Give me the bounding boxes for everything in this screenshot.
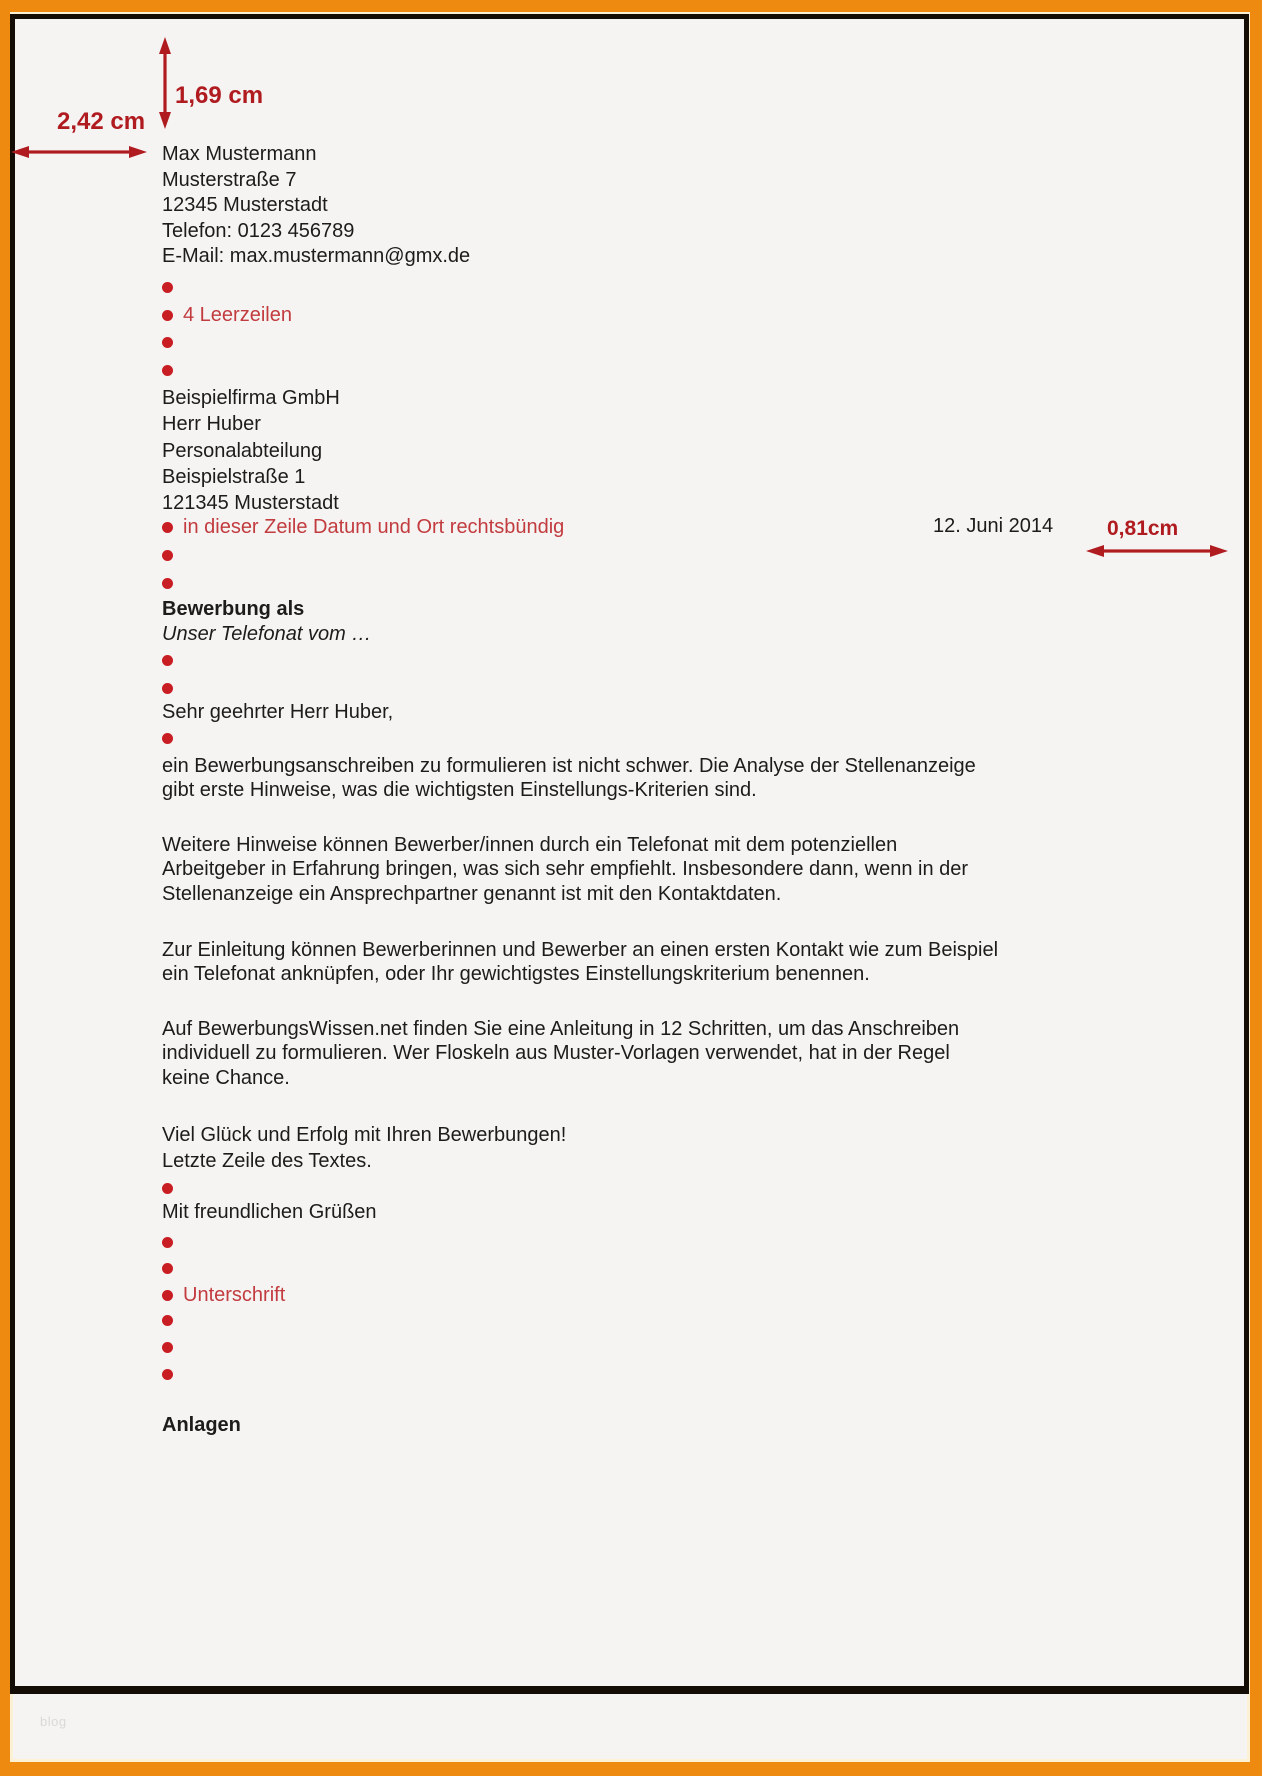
- date-margin-arrow-icon: [1086, 544, 1228, 558]
- recipient-line-city: 121345 Musterstadt: [162, 492, 339, 515]
- closing-block: [162, 1122, 566, 1174]
- blank-lines-block: [162, 1307, 173, 1388]
- blank-line-bullet: [162, 1290, 173, 1301]
- blank-line-bullet: [162, 337, 173, 348]
- sender-line-name: Max Mustermann: [162, 143, 317, 165]
- enclosures-block: [162, 1413, 241, 1437]
- closing-line: Letzte Zeile des Textes.: [162, 1150, 372, 1172]
- recipient-line-company: Beispielfirma GmbH: [162, 387, 340, 409]
- sender-line-email: E-Mail: max.mustermann@gmx.de: [162, 245, 471, 267]
- blank-line: [162, 542, 173, 570]
- blank-line: [162, 1229, 173, 1255]
- blank-line-bullet: [162, 578, 173, 589]
- body-paragraph: [162, 938, 998, 986]
- blank-line: [162, 357, 292, 385]
- date-margin-label: 0,81cm: [1107, 517, 1179, 540]
- signature-annotation: Unterschrift: [183, 1283, 286, 1306]
- sender-line-phone: Telefon: 0123 456789: [162, 219, 355, 242]
- subject-line-bold: Bewerbung als: [162, 598, 305, 620]
- recipient-line-contact: Herr Huber: [162, 413, 261, 436]
- top-margin-label: 1,69 cm: [175, 82, 264, 109]
- blank-line-bullet: [162, 550, 173, 561]
- blank-line-bullet: [162, 655, 173, 666]
- sender-line-street: Musterstraße 7: [162, 168, 297, 191]
- blank-line: [162, 274, 292, 302]
- blank-line: [162, 675, 173, 703]
- signature-row: [162, 1283, 285, 1307]
- body-paragraph-line: individuell zu formulieren. Wer Floskeln aus Muster-Vorlagen verwendet, hat in der Regel: [162, 1042, 950, 1065]
- letter-frame: [10, 14, 1249, 1694]
- blank-lines-block: [162, 725, 173, 753]
- letter-date: 12. Juni 2014: [933, 515, 1054, 537]
- top-margin-arrow-icon: [158, 37, 172, 129]
- salutation-block: [162, 700, 393, 724]
- signature-annotation-line: [162, 1283, 285, 1307]
- blank-line-bullet: [162, 1342, 173, 1353]
- sender-line-city: 12345 Musterstadt: [162, 194, 328, 216]
- blank-lines-block: [162, 274, 292, 384]
- blank-line-bullet: [162, 1263, 173, 1274]
- date-annotation-line: [162, 515, 564, 539]
- blank-line: [162, 570, 173, 598]
- regards-block: [162, 1200, 377, 1224]
- letter-body-area: [15, 19, 1244, 1686]
- body-paragraph-line: ein Telefonat anknüpfen, oder Ihr gewichtigstes Einstellungskriterium benennen.: [162, 963, 870, 985]
- blank-lines-block: [162, 647, 173, 702]
- blank-line-bullet: [162, 1369, 173, 1380]
- recipient-line-street: Beispielstraße 1: [162, 465, 306, 488]
- date-row: [162, 515, 564, 539]
- blank-line-bullet: [162, 310, 173, 321]
- sender-block: [162, 142, 470, 270]
- blank-line-bullet: [162, 1183, 173, 1194]
- footer-watermark: blog: [40, 1714, 67, 1729]
- blank-lines-annotation: 4 Leerzeilen: [183, 303, 292, 326]
- body-paragraph-line: ein Bewerbungsanschreiben zu formulieren ist nicht schwer. Die Analyse der Stellenanzeige: [162, 755, 976, 777]
- blank-line: [162, 329, 292, 357]
- blank-line: [162, 647, 173, 675]
- body-paragraph-line: keine Chance.: [162, 1066, 290, 1089]
- blank-line: [162, 1361, 173, 1388]
- blank-lines-block: [162, 1229, 173, 1281]
- blank-line: [162, 1334, 173, 1361]
- left-margin-arrow-icon: [11, 145, 147, 159]
- body-paragraph-line: Auf BewerbungsWissen.net finden Sie eine Anleitung in 12 Schritten, um das Anschreiben: [162, 1018, 960, 1040]
- salutation: Sehr geehrter Herr Huber,: [162, 701, 394, 723]
- body-paragraph-line: Weitere Hinweise können Bewerber/innen durch ein Telefonat mit dem potenziellen: [162, 834, 898, 856]
- blank-line-bullet: [162, 365, 173, 376]
- body-paragraph-line: Stellenanzeige ein Ansprechpartner genannt ist mit den Kontaktdaten.: [162, 882, 782, 905]
- blank-line-bullet: [162, 282, 173, 293]
- blank-line: [162, 1307, 173, 1334]
- body-paragraph-line: gibt erste Hinweise, was die wichtigsten Einstellungs-Kriterien sind.: [162, 778, 757, 801]
- blank-lines-block: [162, 542, 173, 597]
- blank-line-bullet: [162, 683, 173, 694]
- blank-line-bullet: [162, 1237, 173, 1248]
- body-paragraph: [162, 755, 976, 802]
- body-paragraph-line: Zur Einleitung können Bewerberinnen und Bewerber an einen ersten Kontakt wie zum Beispiel: [162, 939, 999, 961]
- recipient-line-department: Personalabteilung: [162, 439, 323, 462]
- date-position-annotation: in dieser Zeile Datum und Ort rechtsbündig: [183, 515, 565, 538]
- blank-line-annotated: [162, 302, 292, 330]
- blank-line-bullet: [162, 522, 173, 533]
- page-paper: [10, 12, 1250, 1762]
- blank-line-bullet: [162, 1315, 173, 1326]
- blank-line: [162, 725, 173, 753]
- regards-line: Mit freundlichen Grüßen: [162, 1201, 377, 1223]
- left-margin-label: 2,42 cm: [57, 108, 146, 135]
- body-paragraph: [162, 833, 968, 906]
- blank-lines-block: [162, 1175, 173, 1202]
- recipient-block: [162, 385, 340, 516]
- enclosures-label: Anlagen: [162, 1414, 241, 1436]
- subject-block: [162, 597, 371, 647]
- blank-line: [162, 1255, 173, 1281]
- closing-line: Viel Glück und Erfolg mit Ihren Bewerbungen!: [162, 1124, 567, 1146]
- subject-line-italic: Unser Telefonat vom …: [162, 623, 372, 645]
- blank-line: [162, 1175, 173, 1202]
- body-paragraph: [162, 1017, 959, 1090]
- blank-line-bullet: [162, 733, 173, 744]
- body-paragraph-line: Arbeitgeber in Erfahrung bringen, was sich sehr empfiehlt. Insbesondere dann, wenn in der: [162, 858, 969, 881]
